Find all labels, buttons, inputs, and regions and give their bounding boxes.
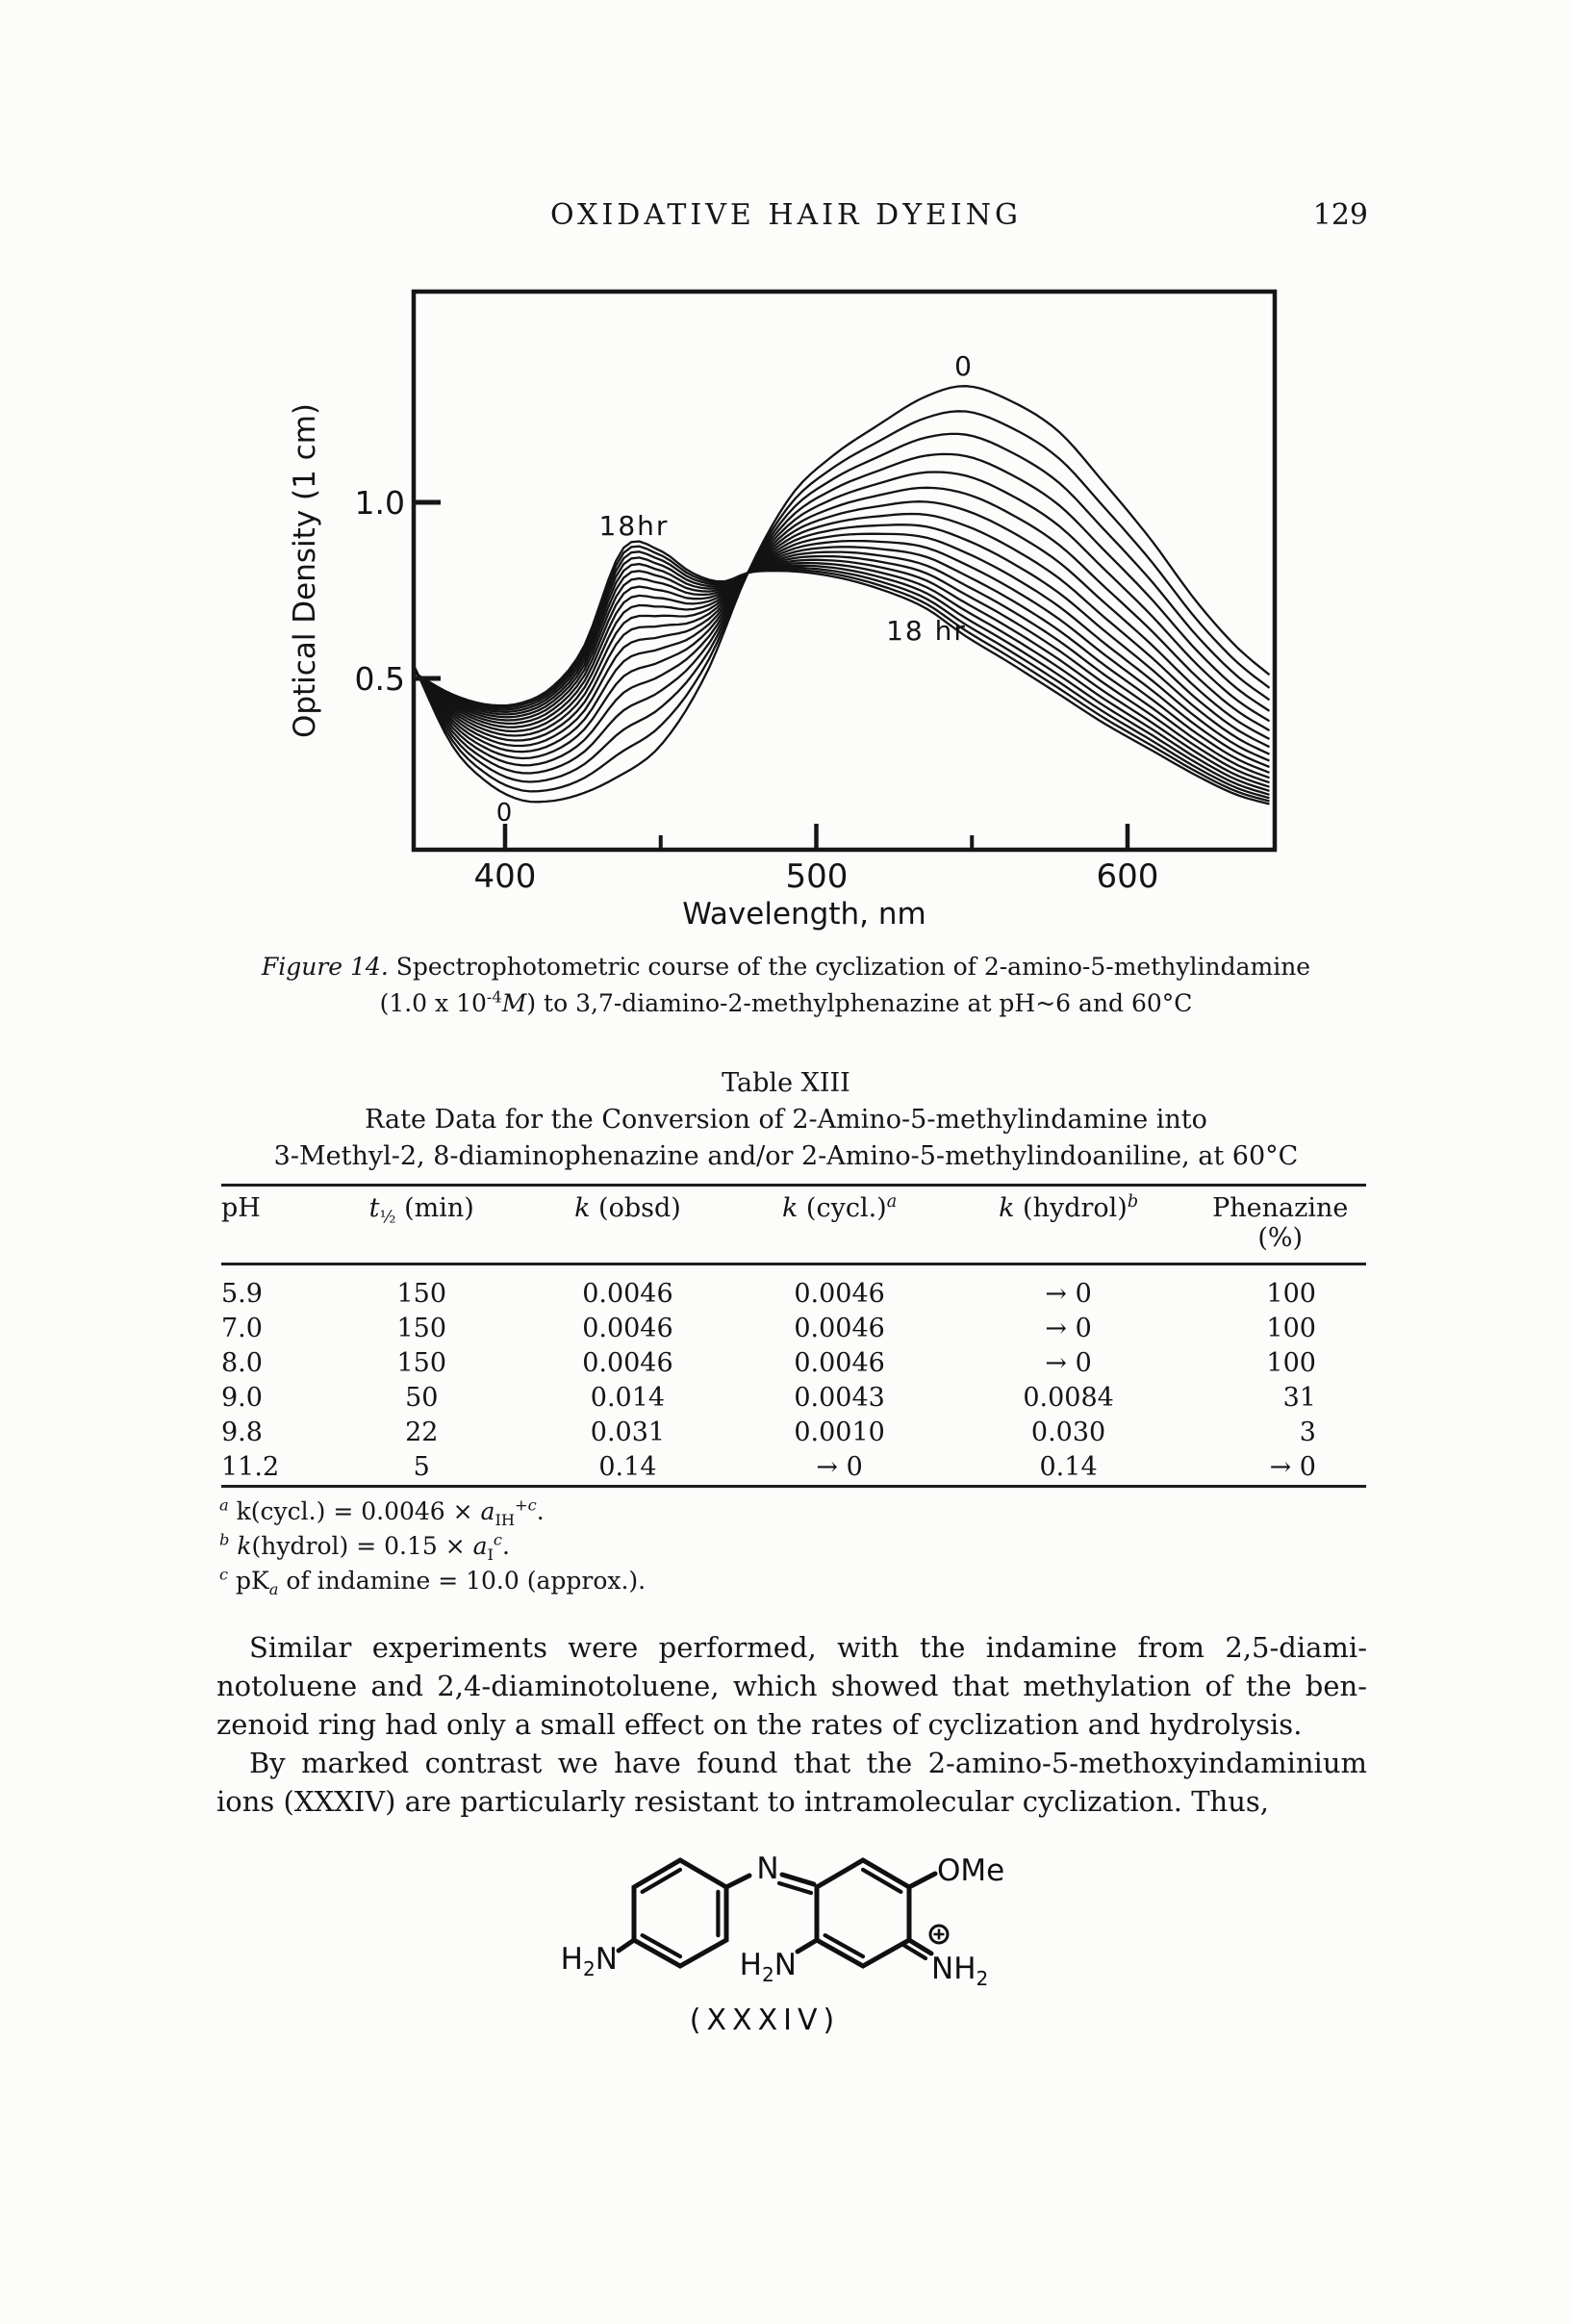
x-tick-label-500: 500: [785, 857, 849, 896]
table-cell: 5.9: [221, 1278, 263, 1309]
table-cell: 100: [1266, 1278, 1316, 1309]
table-cell: 0.0046: [582, 1313, 673, 1343]
table-cell: 5: [413, 1451, 430, 1482]
column-header-kobsd: k (obsd): [574, 1193, 681, 1223]
curve-label-18hr-left: 18hr: [598, 510, 670, 542]
body-line: By marked contrast we have found that the 2-amino-5-methoxyindaminium: [249, 1747, 1367, 1779]
table-cell: 0.0043: [794, 1382, 885, 1413]
table-row: [221, 1311, 1366, 1345]
table-cell: 0.0084: [1023, 1382, 1114, 1413]
body-line: notoluene and 2,4-diaminotoluene, which showed that methylation of the ben-: [216, 1670, 1367, 1702]
table-cell: 31: [1282, 1382, 1316, 1413]
table-body: [221, 1276, 1366, 1484]
curve-label-18hr-right: 18 hr: [886, 615, 967, 647]
spectra-curves: [414, 386, 1270, 804]
table-row: [221, 1276, 1366, 1311]
y-tick-label-1: 1.0: [354, 484, 405, 522]
table-cell: → 0: [1269, 1451, 1316, 1482]
table-row: [221, 1415, 1366, 1449]
table-rule-bottom: [221, 1485, 1366, 1488]
column-header-ph: pH: [221, 1193, 261, 1223]
figure-14-spectra-chart: [241, 269, 1356, 943]
table-cell: → 0: [816, 1451, 863, 1482]
structure-xxxiv-diagram: [520, 1828, 1058, 2050]
spectrum-curve: [414, 560, 1270, 787]
table-cell: → 0: [1045, 1278, 1092, 1309]
column-header-khydrol: k (hydrol)$^b$: [999, 1192, 1139, 1223]
table-cell: 0.030: [1030, 1417, 1106, 1447]
table-cell: 50: [405, 1382, 439, 1413]
spectrum-curve: [414, 557, 1270, 794]
compound-number-label: (XXXIV): [689, 2004, 841, 2037]
plot-frame: [414, 292, 1275, 850]
table-cell: → 0: [1045, 1313, 1092, 1343]
column-header-kcycl: k (cycl.)$^a$: [781, 1192, 898, 1223]
amine-left-label: $H_2N$: [560, 1942, 618, 1981]
methoxy-label: OMe: [937, 1853, 1005, 1888]
table-subtitle-line1: Rate Data for the Conversion of 2-Amino-5-methylindamine into: [365, 1105, 1207, 1135]
table-cell: 150: [396, 1278, 447, 1309]
table-footnote-c: $^c$ $pK_a$ of indamine = 10.0 (approx.).: [219, 1565, 647, 1598]
table-rule-top: [221, 1184, 1366, 1187]
table-cell: 0.14: [598, 1451, 657, 1482]
spectra-plot: [241, 269, 1356, 943]
x-tick-label-400: 400: [473, 857, 537, 896]
body-line: Similar experiments were performed, with the indamine from 2,5-diami-: [249, 1631, 1367, 1664]
table-cell: 100: [1266, 1313, 1316, 1343]
table-row: [221, 1345, 1366, 1380]
table-cell: 150: [396, 1347, 447, 1378]
y-axis-title: Optical Density (1 cm): [288, 402, 322, 739]
table-cell: 0.0010: [794, 1417, 885, 1447]
curve-label-0-bottom: 0: [495, 799, 513, 828]
figure-caption-line1: Figure 14. Spectrophotometric course of the cyclization of 2-amino-5-methylindamine: [261, 953, 1311, 981]
body-paragraph-2: [216, 1744, 1367, 1821]
plus-charge-icon: [930, 1926, 948, 1943]
table-cell: 9.8: [221, 1417, 263, 1447]
column-header-phenazine-line2: (%): [1257, 1223, 1304, 1253]
column-header-thalf: $t_{\frac{1}{2}}$ (min): [368, 1193, 474, 1228]
body-paragraph-1: [216, 1628, 1367, 1744]
table-cell: 8.0: [221, 1347, 263, 1378]
table-rule-mid: [221, 1263, 1366, 1265]
running-head-title: OXIDATIVE HAIR DYEING: [550, 198, 1022, 232]
page-number: 129: [1312, 198, 1368, 232]
table-cell: 0.0046: [582, 1347, 673, 1378]
table-title: Table XIII: [722, 1068, 850, 1098]
table-row: [221, 1449, 1366, 1484]
table-cell: 150: [396, 1313, 447, 1343]
table-footnote-b: $^b$ k(hydrol) = $0.15 \times a_I^c$.: [219, 1530, 510, 1564]
body-line: ions (XXXIV) are particularly resistant to intramolecular cyclization. Thus,: [216, 1785, 1269, 1818]
figure-caption-line2: (1.0 x $10^{-4}M$) to 3,7-diamino-2-methylphenazine at pH~6 and 60°C: [379, 987, 1193, 1017]
x-tick-label-600: 600: [1096, 857, 1159, 896]
x-axis-title: Wavelength, nm: [682, 897, 926, 932]
table-cell: 0.014: [590, 1382, 666, 1413]
table-row: [221, 1380, 1366, 1415]
curve-label-0-right: 0: [954, 350, 972, 382]
iminium-label: $NH_2$: [931, 1952, 989, 1991]
table-cell: 22: [405, 1417, 439, 1447]
table-cell: 0.0046: [794, 1278, 885, 1309]
table-cell: → 0: [1045, 1347, 1092, 1378]
column-header-phenazine: [1194, 1193, 1366, 1253]
y-tick-label-05: 0.5: [354, 660, 405, 698]
table-cell: 7.0: [221, 1313, 263, 1343]
table-cell: 11.2: [221, 1451, 280, 1482]
table-cell: 100: [1266, 1347, 1316, 1378]
spectrum-curve: [414, 563, 1270, 791]
column-header-phenazine-line1: Phenazine: [1212, 1193, 1349, 1223]
table-cell: 0.0046: [582, 1278, 673, 1309]
table-cell: 0.14: [1039, 1451, 1098, 1482]
table-cell: 0.0046: [794, 1313, 885, 1343]
table-cell: 0.031: [590, 1417, 666, 1447]
table-header-row: [221, 1193, 1366, 1253]
body-line: zenoid ring had only a small effect on the rates of cyclization and hydrolysis.: [216, 1708, 1303, 1741]
table-subtitle-line2: 3-Methyl-2, 8-diaminophenazine and/or 2-Amino-5-methylindoaniline, at 60°C: [273, 1141, 1299, 1171]
table-cell: 0.0046: [794, 1347, 885, 1378]
table-cell: 3: [1299, 1417, 1316, 1447]
table-footnote-a: $^a$ k(cycl.) = $0.0046 \times a_{IH}^{+c}$.: [219, 1495, 545, 1529]
bridge-nitrogen-label: N: [756, 1852, 779, 1886]
table-cell: 9.0: [221, 1382, 263, 1413]
amine-middle-label: $H_2N$: [739, 1948, 797, 1987]
